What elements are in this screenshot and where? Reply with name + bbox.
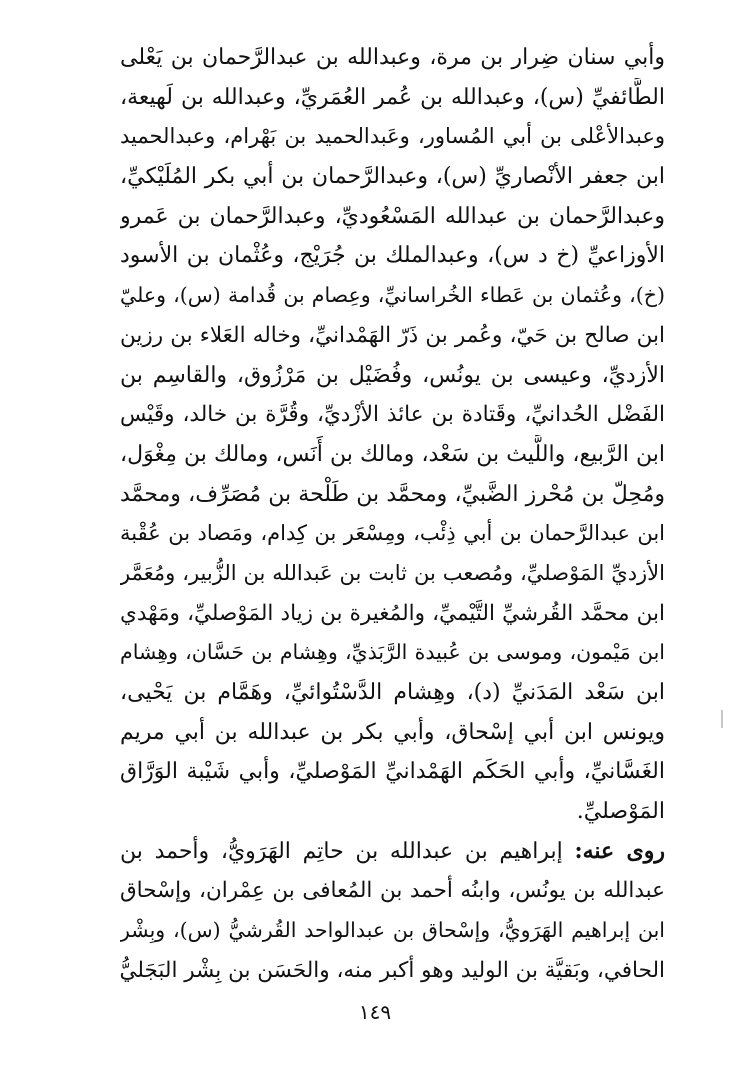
text-line: الأزديِّ، وعيسى بن يونُس، وفُضَيْل بن مَرْزُوق، والقاسِم بن xyxy=(120,362,665,388)
text-line: ابن صالح بن حَيّ، وعُمر بن ذَرّ الهَمْدانيِّ، وخاله العَلاء بن رزين xyxy=(120,322,665,348)
text-line: الأزديِّ المَوْصليِّ، ومُصعب بن ثابت بن عَبدالله بن الزُّبير، ومُعَمَّر xyxy=(120,560,665,585)
text-line: ويونس ابن أبي إسْحاق، وأبي بكر بن عبدالله بن أبي مريم xyxy=(120,719,665,745)
margin-mark xyxy=(721,710,723,728)
narrators-heading: روى عنه: xyxy=(574,837,665,864)
text-line: وعبدالأعْلى بن أبي المُساور، وعَبدالحميد بن بَهْرام، وعبدالحميد xyxy=(120,124,665,149)
text-line: وعبدالرَّحمان بن عبدالله المَسْعُوديِّ، وعبدالرَّحمان بن عَمرو xyxy=(120,203,665,229)
text-line: المَوْصليِّ. xyxy=(576,799,665,825)
text-line: ابن محمَّد القُرشيِّ التَّيْميِّ، والمُغيرة بن زياد المَوْصليِّ، ومَهْدي xyxy=(120,600,665,626)
page-number: ١٤٩ xyxy=(358,1000,392,1024)
text-line: ابن إبراهيم الهَرَويُّ، وإسْحاق بن عبدالواحد القُرشيُّ (س)، وبِشْر xyxy=(120,918,665,943)
narrators-first-line xyxy=(120,832,665,872)
text-line: ابن سَعْد المَدَنيِّ (د)، وهِشام الدَّسْتُوائيِّ، وهَمَّام بن يَحْيى، xyxy=(120,680,665,705)
narrators-first-text: إبراهيم بن عبدالله بن حاتِم الهَرَويُّ، وأحمد بن xyxy=(120,838,563,864)
text-line: الغَسَّانيِّ، وأبي الحَكَم الهَمْدانيِّ المَوْصليِّ، وأبي شَيْبة الوَرَّاق xyxy=(120,759,665,785)
text-line: ابن جعفر الأنْصاريِّ (س)، وعبدالرَّحمان بن أبي بكر المُلَيْكيِّ، xyxy=(120,164,665,190)
text-line: ابن الرَّبيع، واللَّيث بن سَعْد، ومالك بن أَنَس، ومالك بن مِغْوَل، xyxy=(120,441,665,467)
text-line: ابن مَيْمون، وموسى بن عُبيدة الرَّبَذيِّ، وهِشام بن حَسَّان، وهِشام xyxy=(120,640,665,665)
text-line: الأوزاعيِّ (خ د س)، وعبدالملك بن جُرَيْج، وعُثْمان بن الأسود xyxy=(120,243,665,269)
text-line: الفَضْل الحُدانيِّ، وقَتادة بن عائذ الأزْديِّ، وقُرَّة بن خالد، وقَيْس xyxy=(120,402,665,428)
text-line: ومُحِلّ بن مُحْرز الضَّبيِّ، ومحمَّد بن طَلْحة بن مُصَرِّف، ومحمَّد xyxy=(120,481,665,507)
text-line: وأبي سنان ضِرار بن مرة، وعبدالله بن عبدالرَّحمان بن يَعْلى xyxy=(120,45,665,70)
text-line: الحافي، وبَقيَّة بن الوليد وهو أكبر منه، والحَسَن بن بِشْر البَجَليُّ xyxy=(120,957,665,983)
text-line: (خ)، وعُثمان بن عَطاء الخُراسانيِّ، وعِصام بن قُدامة (س)، وعليّ xyxy=(120,283,665,308)
text-line: الطَّائفيِّ (س)، وعبدالله بن عُمر العُمَريِّ، وعبدالله بن لَهيعة، xyxy=(120,84,665,110)
text-line: ابن عبدالرَّحمان بن أبي ذِئْب، ومِسْعَر بن كِدام، ومَصاد بن عُقْبة xyxy=(120,521,665,546)
text-line: عبدالله بن يونُس، وابنُه أحمد بن المُعافى بن عِمْران، وإسْحاق xyxy=(120,878,665,904)
body-text xyxy=(120,38,665,991)
